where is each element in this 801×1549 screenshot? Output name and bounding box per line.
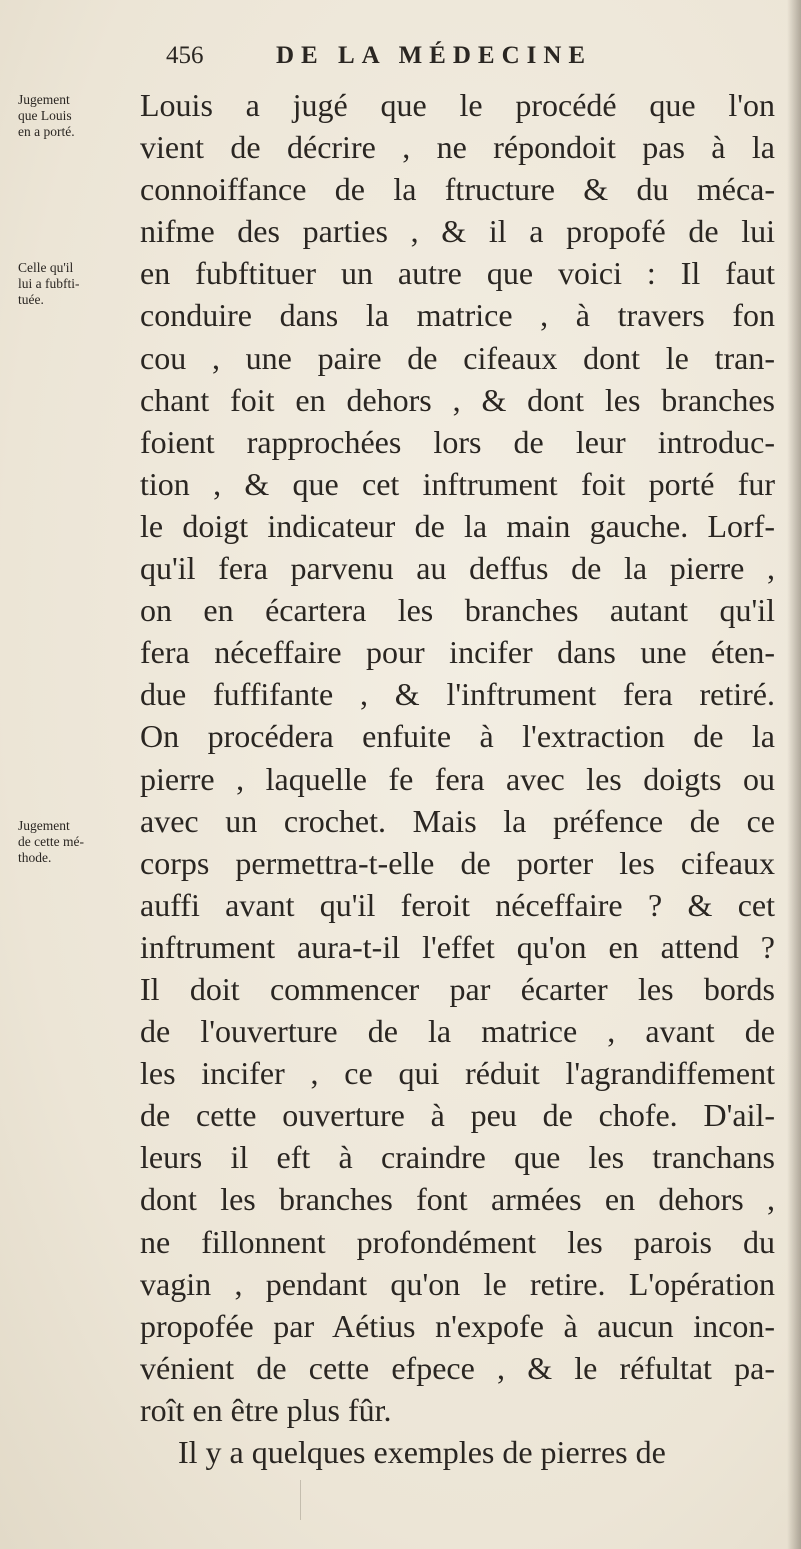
text-line: due fuffifante , & l'inftrument fera retiré. — [140, 676, 775, 713]
margin-note-line: lui a fubfti- — [18, 276, 80, 291]
text-line: cou , une paire de cifeaux dont le tran- — [140, 339, 775, 376]
text-line: en fubftituer un autre que voici : Il faut — [140, 255, 775, 292]
text-line: auffi avant qu'il feroit néceffaire ? & cet — [140, 886, 775, 923]
text-line: Il doit commencer par écarter les bords — [140, 970, 775, 1007]
margin-note-jugement-methode — [18, 818, 130, 866]
text-line: corps permettra-t-elle de porter les cifeaux — [140, 844, 775, 881]
margin-note-line: tuée. — [18, 292, 44, 307]
text-line: vénient de cette efpece , & le réfultat pa- — [140, 1349, 775, 1386]
text-line: qu'il fera parvenu au deffus de la pierre , — [140, 550, 775, 587]
text-line: le doigt indicateur de la main gauche. Lorf- — [140, 507, 775, 544]
text-line: pierre , laquelle fe fera avec les doigts ou — [140, 760, 775, 797]
text-line: les incifer , ce qui réduit l'agrandiffement — [140, 1055, 775, 1092]
text-line: vagin , pendant qu'on le retire. L'opération — [140, 1265, 775, 1302]
faint-stamp-mark — [300, 1480, 313, 1520]
text-line: dont les branches font armées en dehors , — [140, 1181, 775, 1218]
text-line: on en écartera les branches autant qu'il — [140, 592, 775, 629]
text-line: ne fillonnent profondément les parois du — [140, 1223, 775, 1260]
margin-note-line: en a porté. — [18, 124, 75, 139]
text-line: tion , & que cet inftrument foit porté fur — [140, 465, 775, 502]
text-line: chant foit en dehors , & dont les branches — [140, 381, 775, 418]
text-line: conduire dans la matrice , à travers fon — [140, 297, 775, 334]
margin-note-line: thode. — [18, 850, 52, 865]
text-line: de cette ouverture à peu de chofe. D'ail- — [140, 1097, 775, 1134]
margin-note-line: de cette mé- — [18, 834, 84, 849]
margin-note-line: Jugement — [18, 92, 70, 107]
running-title: DE LA MÉDECINE — [276, 42, 593, 69]
text-line: nifme des parties , & il a propofé de lui — [140, 213, 775, 250]
text-line-paragraph-end: roît en être plus fûr. — [140, 1391, 392, 1428]
margin-note-line: que Louis — [18, 108, 72, 123]
text-line: propofée par Aétius n'expofe à aucun incon- — [140, 1307, 775, 1344]
page-edge-shadow — [787, 0, 801, 1549]
text-line: avec un crochet. Mais la préfence de ce — [140, 802, 775, 839]
text-line: connoiffance de la ftructure & du méca- — [140, 171, 775, 208]
text-line: On procédera enfuite à l'extraction de la — [140, 718, 775, 755]
text-line: de l'ouverture de la matrice , avant de — [140, 1013, 775, 1050]
margin-note-line: Celle qu'il — [18, 260, 74, 275]
text-line: Louis a jugé que le procédé que l'on — [140, 87, 775, 123]
text-line: vient de décrire , ne répondoit pas à la — [140, 129, 775, 166]
text-line: leurs il eft à craindre que les tranchans — [140, 1139, 775, 1176]
margin-note-substitution — [18, 260, 130, 308]
text-line: fera néceffaire pour incifer dans une éten- — [140, 634, 775, 671]
margin-note-line: Jugement — [18, 818, 70, 833]
running-head — [166, 42, 636, 76]
text-line-paragraph-start: Il y a quelques exemples de pierres de — [178, 1434, 666, 1470]
page-number: 456 — [166, 42, 204, 69]
body-text — [140, 84, 775, 1473]
margin-note-jugement-louis — [18, 92, 130, 140]
text-line: inftrument aura-t-il l'effet qu'on en attend ? — [140, 928, 775, 965]
text-line: foient rapprochées lors de leur introduc- — [140, 423, 775, 460]
